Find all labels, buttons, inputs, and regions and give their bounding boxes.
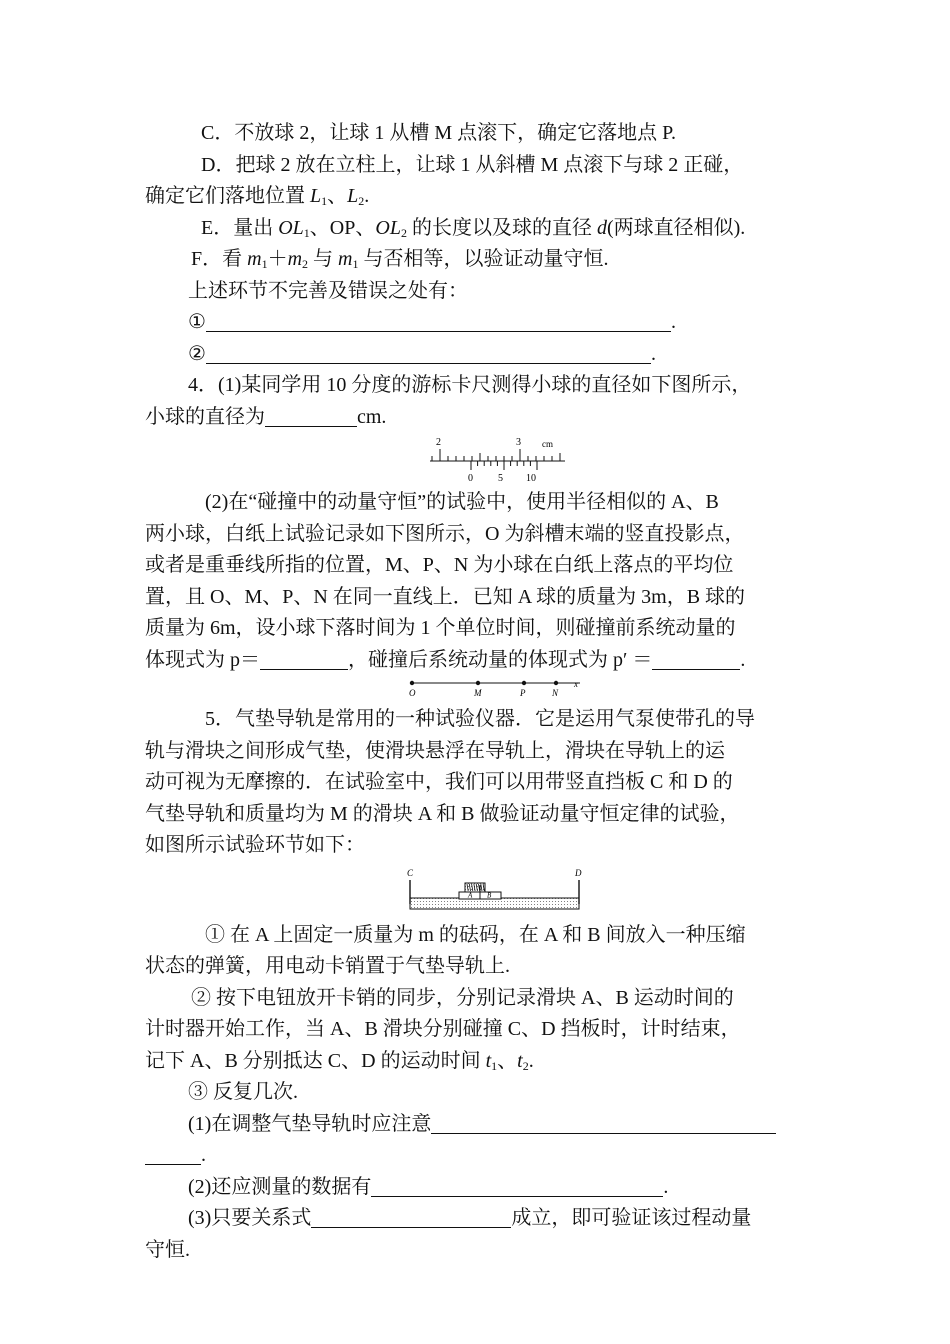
document-body <box>145 118 815 1266</box>
q4-part2-line3: 或者是重垂线所指的位置，M、P、N 为小球在白纸上落点的平均位 <box>145 554 734 576</box>
fill-blank[interactable] <box>311 1205 511 1228</box>
vernier-label: 0 <box>468 473 473 483</box>
q4-part2-line6: 体现式为 p＝ ，碰撞后系统动量的体现式为 p′ ＝ . <box>145 648 746 671</box>
slider-label: B <box>487 891 492 899</box>
q4-part2-line1: (2)在“碰撞中的动量守恒”的试验中，使用半径相似的 A、B <box>205 491 719 513</box>
fill-blank[interactable] <box>265 404 357 427</box>
point-label: M <box>474 688 482 698</box>
q5-step2-line3: 记下 A、B 分别抵达 C、D 的运动时间 $t_1$、$t_2$. <box>145 1049 534 1073</box>
answer-blank-2: ② . <box>188 342 656 365</box>
q5-step2-line1: ② 按下电钮放开卡销的同步，分别记录滑块 A、B 运动时间的 <box>191 986 734 1009</box>
q5-step2-line2: 计时器开始工作，当 A、B 滑块分别碰撞 C、D 挡板时，计时结束， <box>145 1018 741 1040</box>
q5-step1-line2: 状态的弹簧，用电动卡销置于气垫导轨上. <box>145 955 510 977</box>
q4-part2-line5: 质量为 6m，设小球下落时间为 1 个单位时间，则碰撞前系统动量的 <box>145 617 736 639</box>
answer-blank-1: ① . <box>188 311 676 333</box>
fill-blank[interactable] <box>260 647 348 670</box>
air-track-figure <box>145 864 815 914</box>
main-scale-label: 2 <box>436 437 441 448</box>
unit-label: cm <box>542 439 553 449</box>
q5-step3: ③ 反复几次. <box>188 1081 298 1103</box>
point-label: N <box>552 688 559 698</box>
q5-question3-cont: 守恒. <box>145 1238 190 1261</box>
q4-part2-line2: 两小球，白纸上试验记录如下图所示，O 为斜槽末端的竖直投影点， <box>145 522 745 545</box>
fill-blank[interactable] <box>371 1174 663 1197</box>
step-e: E．量出 $OL_1$、OP、$OL_2$ 的长度以及球的直径 d(两球直径相似). <box>201 216 746 240</box>
q5-line5: 如图所示试验环节如下： <box>145 834 365 856</box>
errors-summary: 上述环节不完善及错误之处有： <box>188 279 468 302</box>
q5-line3: 动可视为无摩擦的．在试验室中，我们可以用带竖直挡板 C 和 D 的 <box>145 771 733 793</box>
slider-label: A <box>468 891 473 899</box>
barrier-label: D <box>575 867 582 878</box>
axis-label: x <box>574 679 578 689</box>
q4-part2-line4: 置，且 O、M、P、N 在同一直线上．已知 A 球的质量为 3m，B 球的 <box>145 585 746 608</box>
vernier-label: 10 <box>526 473 536 483</box>
fill-blank[interactable] <box>206 341 651 364</box>
fill-blank[interactable] <box>145 1142 201 1165</box>
q5-question3: (3)只要关系式 成立，即可验证该过程动量 <box>188 1207 752 1229</box>
point-label: O <box>409 688 416 698</box>
fill-blank[interactable] <box>652 647 740 670</box>
step-d-line1: D．把球 2 放在立柱上，让球 1 从斜槽 M 点滚下与球 2 正碰， <box>201 153 744 176</box>
q5-question2: (2)还应测量的数据有 . <box>188 1175 669 1198</box>
main-scale-label: 3 <box>516 437 521 448</box>
step-d-line2: 确定它们落地位置 $L_1$、$L_2$. <box>145 185 370 208</box>
q5-line1: 5．气垫导轨是常用的一种试验仪器．它是运用气泵使带孔的导 <box>205 708 755 730</box>
q5-question1-cont: . <box>145 1140 815 1172</box>
vernier-caliper-figure <box>145 435 815 483</box>
q5-step1-line1: ① 在 A 上固定一质量为 m 的砝码，在 A 和 B 间放入一种压缩 <box>205 923 746 946</box>
q5-line2: 轨与滑块之间形成气垫，使滑块悬浮在导轨上，滑块在导轨上的运 <box>145 739 725 762</box>
step-f: F．看 $m_1+m_2$ 与 $m_1$ 与否相等，以验证动量守恒. <box>191 248 609 271</box>
vernier-label: 5 <box>498 473 503 483</box>
point-label: P <box>520 688 526 698</box>
fill-blank[interactable] <box>206 309 671 332</box>
landing-points-axis-figure <box>145 676 815 698</box>
barrier-label: C <box>407 867 414 878</box>
q4-line1: 4．(1)某同学用 10 分度的游标卡尺测得小球的直径如下图所示， <box>188 374 752 396</box>
fill-blank[interactable] <box>431 1111 776 1134</box>
step-c: C．不放球 2，让球 1 从槽 M 点滚下，确定它落地点 P. <box>201 122 677 144</box>
q4-line2: 小球的直径为 cm. <box>145 405 387 428</box>
q5-line4: 气垫导轨和质量均为 M 的滑块 A 和 B 做验证动量守恒定律的试验， <box>145 802 740 825</box>
q5-question1: (1)在调整气垫导轨时应注意 <box>145 1109 815 1141</box>
